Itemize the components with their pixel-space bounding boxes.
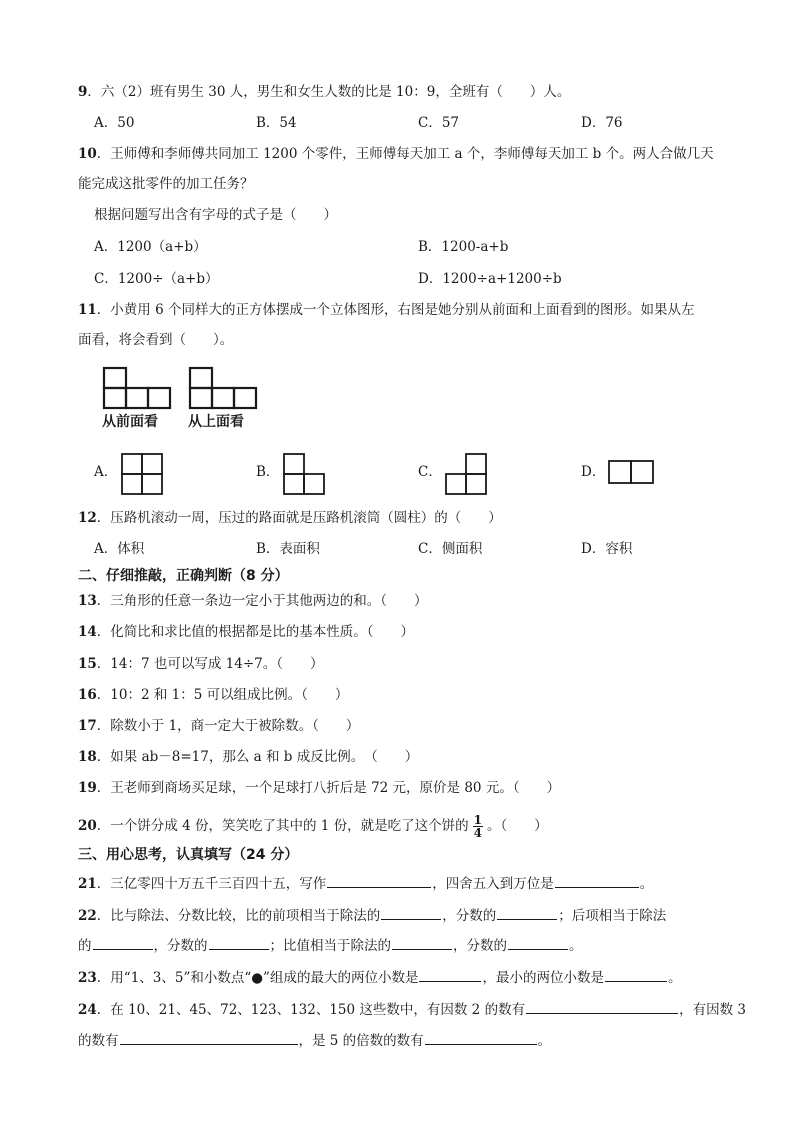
q11-option-a-figure[interactable]: [120, 450, 166, 496]
question-17: 17．除数小于 1，商一定大于被除数。（ ）: [78, 718, 360, 734]
front-view-caption: 从前面看: [102, 414, 158, 430]
q22-blank-1[interactable]: [381, 904, 441, 920]
q22-blank-6[interactable]: [508, 934, 568, 950]
q24-blank-multiple-5[interactable]: [425, 1029, 537, 1045]
q11-option-b-label[interactable]: B．: [256, 464, 280, 480]
q24-blank-factor-3[interactable]: [120, 1029, 298, 1045]
question-22: 22．比与除法、分数比较，比的前项相当于除法的 ，分数的 ；后项相当于除法: [78, 904, 666, 926]
question-10-prompt: 根据问题写出含有字母的式子是（ ）: [94, 207, 337, 223]
q12-option-d[interactable]: D．容积: [581, 541, 633, 557]
question-23: 23．用“1、3、5”和小数点“●”组成的最大的两位小数是 ，最小的两位小数是 。: [78, 966, 681, 988]
q23-blank-max[interactable]: [419, 966, 481, 982]
q9-option-b[interactable]: B．54: [256, 115, 297, 131]
q10-option-d[interactable]: D．1200÷a+1200÷b: [418, 271, 562, 287]
question-24: 24．在 10、21、45、72、123、132、150 这些数中，有因数 2 的数有 ，有因数 3: [78, 998, 746, 1020]
question-14: 14．化简比和求比值的根据都是比的基本性质。（ ）: [78, 624, 415, 640]
top-view-figure: [188, 366, 260, 410]
q9-option-c[interactable]: C．57: [418, 115, 460, 131]
q11-option-b-figure[interactable]: [282, 450, 328, 496]
question-9: 9．六（2）班有男生 30 人，男生和女生人数的比是 10：9，全班有（ ）人。: [78, 84, 571, 100]
q11-option-c-label[interactable]: C．: [418, 464, 442, 480]
question-19: 19．王老师到商场买足球，一个足球打八折后是 72 元，原价是 80 元。（ ）: [78, 780, 561, 796]
q21-blank-rounded[interactable]: [555, 872, 639, 888]
question-22-line2: 的 ，分数的 ；比值相当于除法的 ，分数的 。: [78, 934, 583, 956]
section-3-heading: 三、用心思考，认真填写（24 分）: [78, 847, 299, 863]
front-view-figure: [102, 366, 174, 410]
q9-option-d[interactable]: D．76: [581, 115, 623, 131]
question-21: 21．三亿零四十万五千三百四十五，写作 ，四舍五入到万位是 。: [78, 872, 653, 894]
q12-option-b[interactable]: B．表面积: [256, 541, 320, 557]
question-15: 15．14：7 也可以写成 14÷7。（ ）: [78, 656, 324, 672]
q22-blank-3[interactable]: [93, 934, 153, 950]
q12-option-c[interactable]: C．侧面积: [418, 541, 483, 557]
q11-option-d-figure[interactable]: [607, 458, 655, 486]
question-10-line2: 能完成这批零件的加工任务？: [78, 176, 254, 192]
q22-blank-5[interactable]: [392, 934, 452, 950]
q22-blank-4[interactable]: [209, 934, 269, 950]
q11-option-a-label[interactable]: A．: [94, 464, 118, 480]
question-20: 20．一个饼分成 4 份，笑笑吃了其中的 1 份，就是吃了这个饼的 $\frac{1}{4}$ 。（ ）: [78, 813, 548, 840]
q10-option-a[interactable]: A．1200（a+b）: [94, 239, 207, 255]
question-12: 12．压路机滚动一周，压过的路面就是压路机滚筒（圆柱）的（ ）: [78, 510, 502, 526]
q10-option-b[interactable]: B．1200-a+b: [418, 239, 509, 255]
q10-option-c[interactable]: C．1200÷（a+b）: [94, 271, 219, 287]
question-10: 10．王师傅和李师傅共同加工 1200 个零件，王师傅每天加工 a 个，李师傅每天加工 b 个。两人合做几天: [78, 146, 714, 162]
question-13: 13．三角形的任意一条边一定小于其他两边的和。（ ）: [78, 593, 428, 609]
q22-blank-2[interactable]: [497, 904, 557, 920]
q12-option-a[interactable]: A．体积: [94, 541, 145, 557]
q21-blank-written[interactable]: [327, 872, 431, 888]
question-11: 11．小黄用 6 个同样大的正方体摆成一个立体图形，右图是她分别从前面和上面看到的图形。如果从左: [78, 302, 695, 318]
top-view-caption: 从上面看: [188, 414, 244, 430]
question-11-line2: 面看，将会看到（ ）。: [78, 332, 234, 348]
q24-blank-factor-2[interactable]: [526, 998, 678, 1014]
question-18: 18．如果 ab－8=17，那么 a 和 b 成反比例。 （ ）: [78, 749, 419, 765]
fraction-one-quarter: $\frac{1}{4}$: [473, 813, 482, 840]
q9-option-a[interactable]: A．50: [94, 115, 135, 131]
q11-option-c-figure[interactable]: [444, 450, 490, 496]
section-2-heading: 二、仔细推敲，正确判断（8 分）: [78, 568, 289, 584]
q23-blank-min[interactable]: [605, 966, 667, 982]
question-16: 16．10：2 和 1：5 可以组成比例。（ ）: [78, 687, 349, 703]
q11-option-d-label[interactable]: D．: [581, 464, 606, 480]
question-24-line2: 的数有 ，是 5 的倍数的数有 。: [78, 1029, 551, 1051]
